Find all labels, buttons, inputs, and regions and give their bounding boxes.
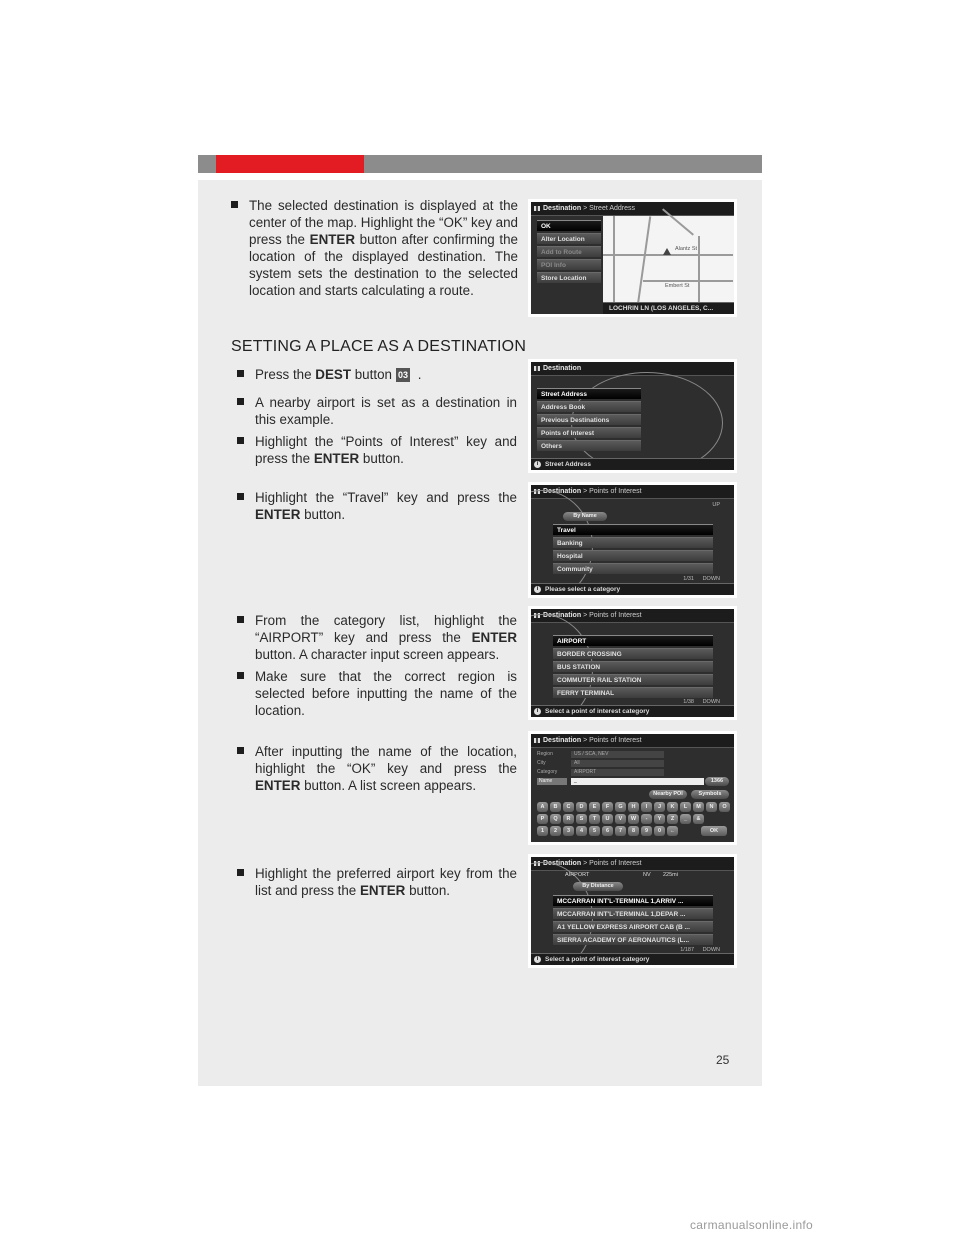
key-row3-4[interactable]: 5	[589, 826, 600, 836]
red-accent-bar	[216, 155, 364, 173]
field-category[interactable]: AIRPORT	[571, 769, 664, 776]
menu-commuter-rail-station[interactable]: COMMUTER RAIL STATION	[553, 674, 713, 685]
screen-footer: LOCHRIN LN (LOS ANGELES, C...	[603, 302, 734, 314]
field-label-city: City	[537, 760, 546, 766]
key-row2-2[interactable]: R	[563, 814, 574, 824]
list-item-mccarran-departure[interactable]: MCCARRAN INT'L-TERMINAL 1,DEPAR ...	[553, 908, 713, 919]
key-row1-14[interactable]: O	[719, 802, 730, 812]
footer-text: Please select a category	[545, 586, 621, 593]
footer-text: Select a point of interest category	[545, 708, 650, 715]
text-run: button.	[300, 507, 346, 522]
key-row3-2[interactable]: 3	[563, 826, 574, 836]
list-item-sierra-academy[interactable]: SIERRA ACADEMY OF AERONAUTICS (L...	[553, 934, 713, 945]
key-row3-7[interactable]: 8	[628, 826, 639, 836]
header-title: Destination	[543, 365, 582, 372]
map-road	[613, 216, 615, 306]
field-label-category: Category	[537, 769, 558, 775]
key-row3-10[interactable]: ←	[667, 826, 678, 836]
key-row1-9[interactable]: J	[654, 802, 665, 812]
enter-keyword: ENTER	[309, 232, 356, 247]
bullet-icon	[237, 869, 244, 876]
screen-display	[531, 362, 734, 470]
bullet-icon	[237, 437, 244, 444]
state-label: NV	[643, 872, 651, 878]
map-road	[637, 216, 652, 305]
screen-display	[531, 485, 734, 595]
bullet-text	[249, 197, 518, 299]
key-row2-6[interactable]: V	[615, 814, 626, 824]
page-number: 25	[716, 1053, 730, 1067]
flag-icon	[534, 206, 540, 211]
key-row1-13[interactable]: N	[706, 802, 717, 812]
screen-footer	[531, 583, 734, 595]
page-indicator: 1/38	[683, 699, 694, 705]
scroll-down-label[interactable]: DOWN	[702, 576, 720, 582]
field-city[interactable]: All	[571, 760, 664, 767]
menu-street-address[interactable]: Street Address	[537, 388, 641, 399]
bullet-icon	[237, 493, 244, 500]
flag-icon	[534, 366, 540, 371]
menu-ferry-terminal[interactable]: FERRY TERMINAL	[553, 687, 713, 698]
enter-keyword: ENTER	[313, 451, 360, 466]
key-row2-1[interactable]: Q	[550, 814, 561, 824]
text-run: button after confirming the location of the displayed destination. The system sets the destination to the selected location and starts calculating a route.	[249, 232, 518, 298]
key-row1-7[interactable]: H	[628, 802, 639, 812]
text-run: Press the	[255, 367, 316, 382]
field-label-name: Name	[537, 778, 567, 785]
key-row1-2[interactable]: C	[563, 802, 574, 812]
key-row3-5[interactable]: 6	[602, 826, 613, 836]
map-view	[603, 216, 734, 302]
screenshot-character-input	[528, 731, 737, 845]
header-subtitle: > Points of Interest	[581, 860, 642, 867]
screenshot-destination-menu	[528, 359, 737, 473]
header-subtitle: > Points of Interest	[581, 737, 642, 744]
ok-key[interactable]: OK	[701, 826, 727, 836]
menu-previous-destinations[interactable]: Previous Destinations	[537, 414, 641, 425]
key-row2-5[interactable]: U	[602, 814, 613, 824]
screenshot-poi-subcategories	[528, 606, 737, 720]
key-row2-4[interactable]: T	[589, 814, 600, 824]
text-run: button. A list screen appears.	[300, 778, 477, 793]
menu-alter-location[interactable]: Alter Location	[537, 233, 601, 244]
bullet-text	[255, 865, 517, 899]
screen-display	[531, 857, 734, 965]
key-row2-3[interactable]: S	[576, 814, 587, 824]
bullet-text: Make sure that the correct region is selected before inputting the name of the location.	[255, 669, 517, 718]
key-row1-12[interactable]: M	[693, 802, 704, 812]
flag-icon	[534, 738, 540, 743]
key-row2-11[interactable]: _	[680, 814, 691, 824]
bullet-icon	[237, 747, 244, 754]
dest-button-badge-icon: 03	[397, 370, 408, 381]
key-row3-6[interactable]: 7	[615, 826, 626, 836]
category-label: AIRPORT	[565, 872, 590, 878]
destination-marker-icon	[663, 248, 671, 255]
symbols-button[interactable]: Symbols	[691, 790, 729, 799]
watermark: carmanualsonline.info	[690, 1218, 814, 1232]
field-region[interactable]: US / SCA, NEV	[571, 751, 664, 758]
field-label-region: Region	[537, 751, 553, 757]
footer-text: Street Address	[545, 461, 591, 468]
scroll-down-label[interactable]: DOWN	[702, 947, 720, 953]
key-row3-8[interactable]: 9	[641, 826, 652, 836]
text-run: After inputting the name of the location, highlight the “OK” key and press the	[255, 744, 517, 776]
bullet-icon	[237, 616, 244, 623]
bullet-text	[255, 366, 517, 383]
screenshot-airport-list	[528, 854, 737, 968]
menu-add-to-route[interactable]: Add to Route	[537, 246, 601, 257]
distance-label: 225mi	[663, 872, 678, 878]
text-run: button. A character input screen appears.	[255, 647, 500, 662]
menu-community[interactable]: Community	[553, 563, 713, 574]
screen-footer	[531, 953, 734, 965]
key-row2-10[interactable]: Z	[667, 814, 678, 824]
bullet-text	[255, 489, 517, 523]
map-road	[643, 280, 733, 282]
header-title: Destination	[543, 488, 582, 495]
enter-keyword: ENTER	[471, 630, 517, 645]
key-row3-3[interactable]: 4	[576, 826, 587, 836]
header-subtitle: > Points of Interest	[581, 488, 642, 495]
key-row1-10[interactable]: K	[667, 802, 678, 812]
street-label: Embert St	[665, 283, 690, 289]
info-icon: i	[534, 708, 541, 715]
menu-bus-station[interactable]: BUS STATION	[553, 661, 713, 672]
enter-keyword: ENTER	[255, 507, 301, 522]
bullet-icon	[237, 370, 244, 377]
screen-footer	[531, 458, 734, 470]
screenshot-map-confirm	[528, 199, 737, 317]
key-row2-8[interactable]: -	[641, 814, 652, 824]
bullet-icon	[237, 672, 244, 679]
key-row1-11[interactable]: L	[680, 802, 691, 812]
key-row1-4[interactable]: E	[589, 802, 600, 812]
screen-header	[531, 202, 734, 216]
text-run: From the category list, highlight the “AIRPORT” key and press the	[255, 613, 517, 645]
top-color-bar	[198, 155, 762, 173]
menu-ok[interactable]: OK	[537, 220, 601, 231]
enter-keyword: ENTER	[359, 883, 406, 898]
screen-display	[531, 609, 734, 717]
key-row1-0[interactable]: A	[537, 802, 548, 812]
result-count: 1366	[705, 777, 729, 786]
menu-hospital[interactable]: Hospital	[553, 550, 713, 561]
header-title: Destination	[543, 205, 582, 212]
text-run: button.	[359, 451, 404, 466]
enter-keyword: ENTER	[255, 778, 301, 793]
key-row1-5[interactable]: F	[602, 802, 613, 812]
menu-border-crossing[interactable]: BORDER CROSSING	[553, 648, 713, 659]
list-item-yellow-express[interactable]: A1 YELLOW EXPRESS AIRPORT CAB (B ...	[553, 921, 713, 932]
header-title: Destination	[543, 612, 582, 619]
header-subtitle: > Street Address	[581, 205, 636, 212]
key-row2-7[interactable]: W	[628, 814, 639, 824]
nearby-poi-button[interactable]: Nearby POI	[649, 790, 687, 799]
menu-airport[interactable]: AIRPORT	[553, 635, 713, 646]
page-indicator: 1/31	[683, 576, 694, 582]
scroll-up-label[interactable]: UP	[712, 502, 720, 508]
header-subtitle: > Points of Interest	[581, 612, 642, 619]
text-run: Highlight the preferred airport key from the list and press the	[255, 866, 517, 898]
key-row2-9[interactable]: Y	[654, 814, 665, 824]
key-row1-3[interactable]: D	[576, 802, 587, 812]
screen-footer	[531, 705, 734, 717]
by-name-button[interactable]: By Name	[563, 512, 607, 521]
map-road	[698, 236, 700, 306]
text-run: button.	[405, 883, 451, 898]
name-input[interactable]: _	[571, 778, 704, 785]
header-title: Destination	[543, 737, 582, 744]
key-row2-12[interactable]: &	[693, 814, 704, 824]
key-row1-1[interactable]: B	[550, 802, 561, 812]
info-icon: i	[534, 956, 541, 963]
dest-keyword: DEST	[315, 367, 352, 382]
bullet-text	[255, 612, 517, 663]
text-run: The selected destination is displayed at the center of the map. Highlight the “OK” key and press the	[249, 198, 518, 247]
bullet-text	[255, 743, 517, 794]
key-row1-6[interactable]: G	[615, 802, 626, 812]
list-item-mccarran-arrival[interactable]: MCCARRAN INT'L-TERMINAL 1,ARRIV ...	[553, 895, 713, 906]
header-title: Destination	[543, 860, 582, 867]
menu-points-of-interest[interactable]: Points of Interest	[537, 427, 641, 438]
menu-travel[interactable]: Travel	[553, 524, 713, 535]
scroll-down-label[interactable]: DOWN	[702, 699, 720, 705]
menu-others[interactable]: Others	[537, 440, 641, 451]
screenshot-poi-categories	[528, 482, 737, 598]
text-run: Highlight the “Points of Interest” key and press the	[255, 434, 517, 466]
key-row3-9[interactable]: 0	[654, 826, 665, 836]
section-heading: SETTING A PLACE AS A DESTINATION	[231, 338, 527, 355]
text-run: .	[413, 367, 422, 382]
menu-address-book[interactable]: Address Book	[537, 401, 641, 412]
bullet-text: A nearby airport is set as a destination in this example.	[255, 395, 517, 427]
screen-display	[531, 734, 734, 842]
page-indicator: 1/187	[680, 947, 694, 953]
bullet-icon	[237, 398, 244, 405]
key-row3-1[interactable]: 2	[550, 826, 561, 836]
key-row1-8[interactable]: I	[641, 802, 652, 812]
menu-poi-info[interactable]: POI Info	[537, 259, 601, 270]
footer-text: Select a point of interest category	[545, 956, 650, 963]
info-icon: i	[534, 586, 541, 593]
menu-banking[interactable]: Banking	[553, 537, 713, 548]
text-run: Highlight the “Travel” key and press the	[255, 490, 517, 505]
screen-header	[531, 734, 734, 748]
key-row2-0[interactable]: P	[537, 814, 548, 824]
by-distance-button[interactable]: By Distance	[573, 882, 623, 891]
info-icon: i	[534, 461, 541, 468]
bullet-icon	[231, 201, 238, 208]
street-label: Alantz St	[675, 246, 698, 252]
menu-store-location[interactable]: Store Location	[537, 272, 601, 283]
bullet-text	[255, 433, 517, 467]
screen-display	[531, 202, 734, 314]
key-row3-0[interactable]: 1	[537, 826, 548, 836]
text-run: button	[351, 367, 392, 382]
